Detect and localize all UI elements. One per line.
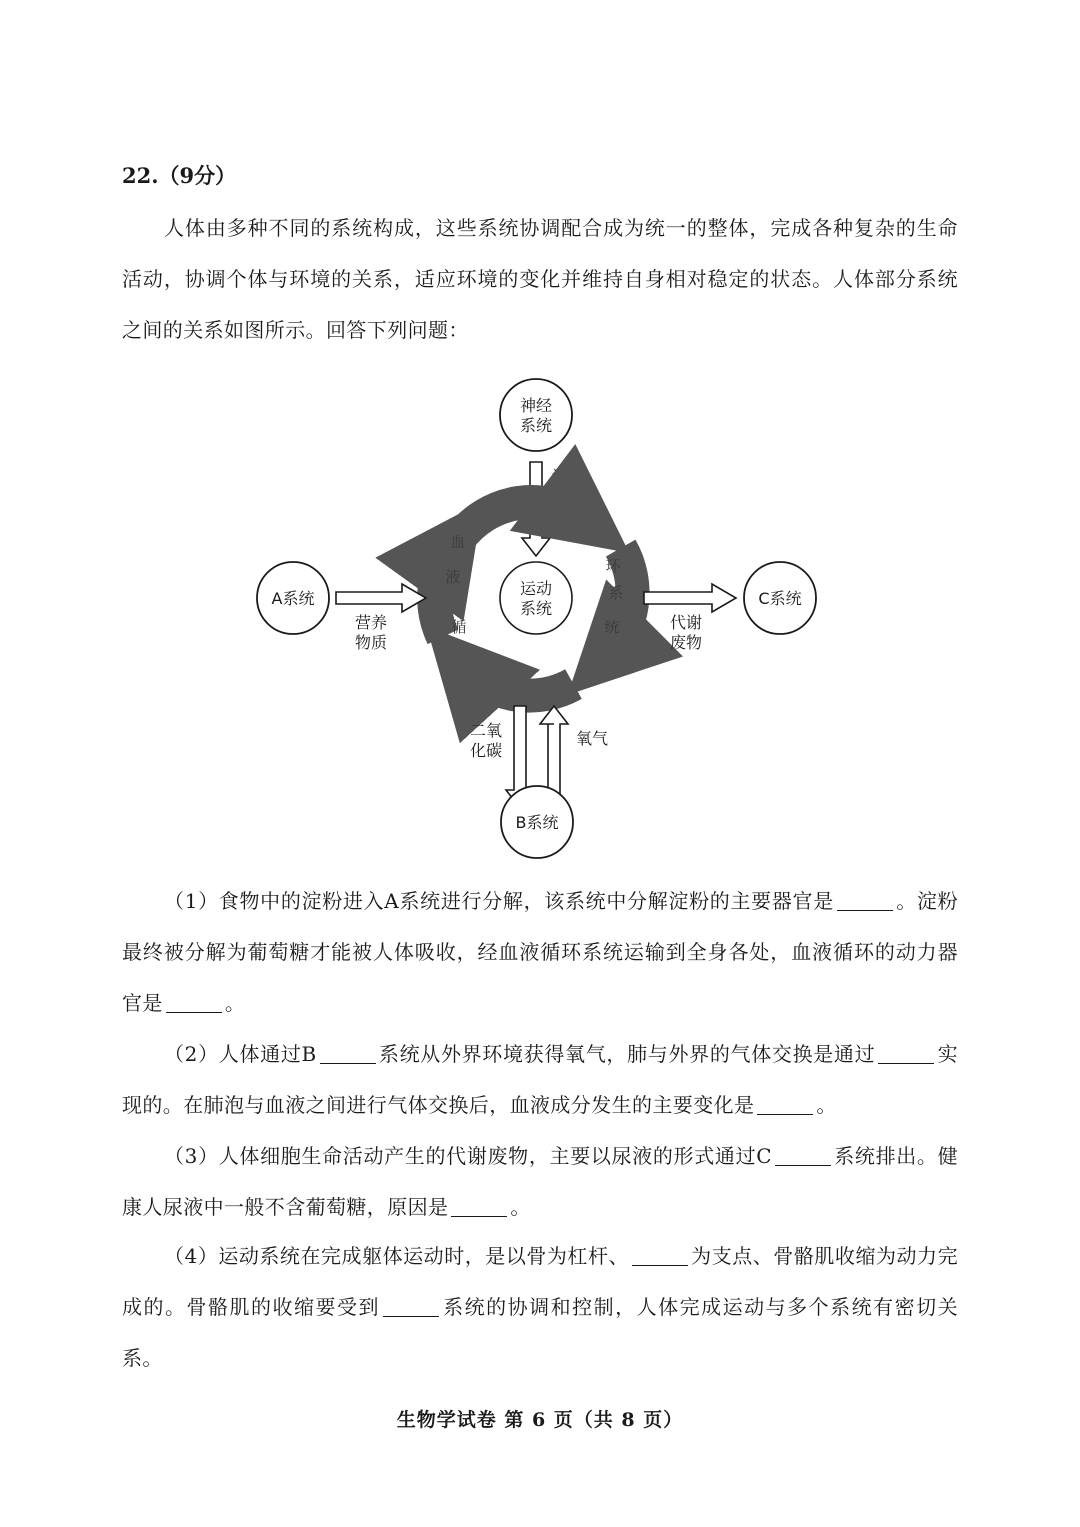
b-system-node [501,786,573,858]
q2-text-2: 系统从外界环境获得氧气，肺与外界的气体交换是通过 [378,1042,876,1066]
q2-text-3: 实现的。在肺泡与血液之间进行气体交换后，血液成分发生的主要变化是 [122,1042,958,1117]
q3-answer-blank-1[interactable] [775,1164,831,1166]
q4-text-2: 为支点、骨骼肌收缩为动力完成的。骨骼肌的收缩要受到 [122,1244,958,1319]
ring-char-5: 系 [608,584,624,602]
page-footer: 生物学试卷 第 6 页（共 8 页） [396,1409,684,1431]
ring-segment-left [434,545,451,636]
question-3 [122,1131,958,1233]
q4-answer-blank-2[interactable] [383,1315,439,1317]
q1-text-2: 。淀粉最终被分解为葡萄糖才能被人体吸收，经血液循环系统运输到全身各处，血液循环的动力器官是 [122,889,958,1015]
q4-answer-blank-1[interactable] [632,1264,688,1266]
ring-char-6: 统 [604,618,620,636]
ring-segment-bottom [463,666,573,695]
waste-label-2: 废物 [669,633,703,652]
motor-system-label-1: 运动 [519,579,553,598]
ring-char-3: 循 [451,618,467,636]
a-system-label: A系统 [271,589,315,608]
q1-text-1: （1）食物中的淀粉进入A系统进行分解，该系统中分解淀粉的主要器官是 [164,889,834,913]
nutrient-label-2: 物质 [354,633,388,652]
q4-text-3: 系统的协调和控制，人体完成运动与多个系统有密切关系。 [122,1295,958,1370]
waste-arrow [644,584,736,652]
nervous-system-node [500,379,572,451]
q3-text-1: （3）人体细胞生命活动产生的代谢废物，主要以尿液的形式通过C [164,1144,772,1168]
body-systems-diagram [240,370,840,870]
c-system-node [744,562,816,634]
nervous-system-label-1: 神经 [519,396,553,415]
q4-text-1: （4）运动系统在完成躯体运动时，是以骨为杠杆、 [164,1244,630,1268]
q3-text-3: 。 [510,1195,531,1219]
waste-label-1: 代谢 [669,613,703,632]
q2-text-1: （2）人体通过B [164,1042,317,1066]
question-1 [122,876,958,1029]
question-number: 22.（9分） [122,163,237,188]
motor-system-node [500,562,572,634]
oxygen-label: 氧气 [575,729,609,748]
motor-system-circle [500,562,572,634]
nervous-system-circle [500,379,572,451]
ring-char-2: 液 [445,568,461,586]
question-2 [122,1029,958,1131]
q1-answer-blank-2[interactable] [166,1011,222,1013]
q2-text-4: 。 [816,1093,837,1117]
co2-label-1: 二氧 [469,721,503,740]
nervous-system-label-2: 系统 [519,416,553,435]
q3-text-2: 系统排出。健康人尿液中一般不含葡萄糖，原因是 [122,1144,958,1219]
a-system-node [257,562,329,634]
c-system-label: C系统 [758,589,802,608]
question-4 [122,1231,958,1384]
ring-char-1: 血 [450,533,466,551]
q1-answer-blank-1[interactable] [837,909,893,911]
regulate-label: 调节 [552,467,585,486]
q1-text-3: 。 [224,991,246,1015]
ring-char-4: 环 [605,557,621,575]
motor-system-label-2: 系统 [519,599,553,618]
b-system-label: B系统 [515,813,559,832]
q2-answer-blank-2[interactable] [878,1062,934,1064]
co2-label-2: 化碳 [469,741,503,760]
nutrient-arrow [336,584,426,652]
q2-answer-blank-1[interactable] [320,1062,376,1064]
q2-answer-blank-3[interactable] [757,1113,813,1115]
ring-segment-top [459,502,586,539]
nutrient-label-1: 营养 [354,613,388,632]
question-intro: 人体由多种不同的系统构成，这些系统协调配合成为统一的整体，完成各种复杂的生命活动，协调个体与环境的关系，适应环境的变化并维持自身相对稳定的状态。人体部分系统之间的关系如图所示。回答下列问题： [122,216,958,342]
q3-answer-blank-2[interactable] [451,1215,507,1217]
